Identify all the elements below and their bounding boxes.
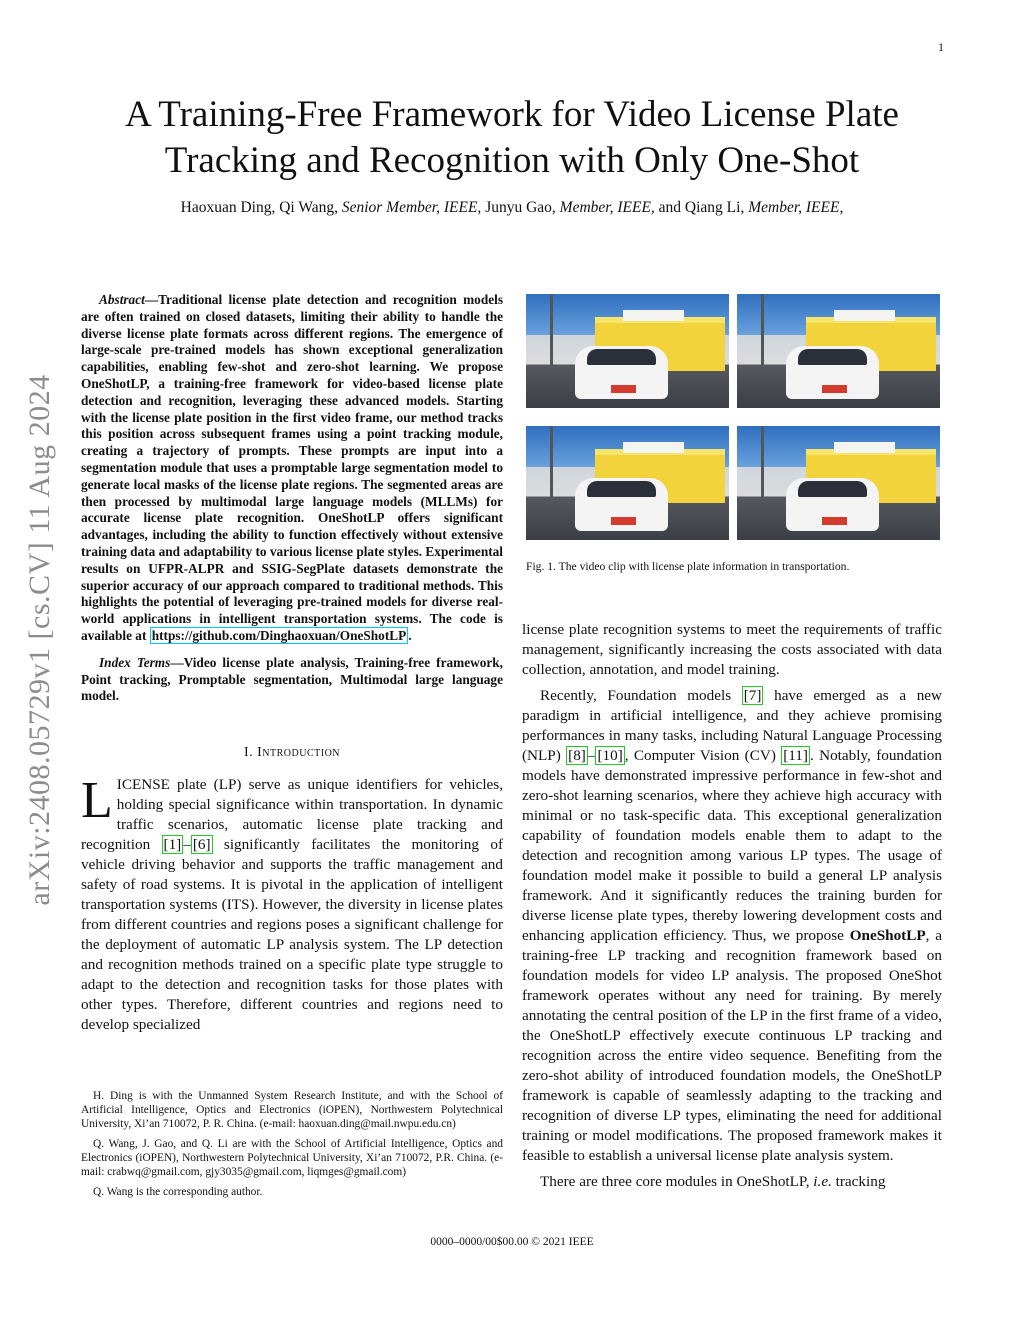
- title-line-1: A Training-Free Framework for Video License Plate: [125, 94, 899, 135]
- figure-1: [526, 294, 940, 574]
- citation-6[interactable]: [6]: [192, 836, 211, 854]
- citation-8[interactable]: [8]: [568, 747, 586, 764]
- index-terms-lead: Index Terms: [99, 654, 171, 670]
- index-terms: [81, 655, 503, 705]
- p3-text-b: tracking: [831, 1173, 886, 1190]
- footnote-1: H. Ding is with the Unmanned System Research Institute, and with the School of Artificial Intelligence, Optics and Electronics (iOPEN), Northwestern Polytechnical University, Xi’an 710072, P. R. China. (e-mail: haoxuan.ding@mail.nwpu.edu.cn): [81, 1090, 503, 1130]
- right-paragraph-2: [522, 686, 942, 1166]
- footnote-2: Q. Wang, J. Gao, and Q. Li are with the School of Artificial Intelligence, Optics and Electronics (iOPEN), Northwestern Polytechnical University, Xi’an 710072, P.R. China. (e-mail: crabwq@gmail.com, gjy3035@gmail.com, liqmges@gmail.com): [81, 1138, 503, 1178]
- author-1-role: Senior Member, IEEE,: [341, 199, 482, 216]
- p2-dash: –: [587, 747, 596, 764]
- citation-1[interactable]: [1]: [163, 836, 182, 854]
- intro-paragraph: [81, 772, 504, 1035]
- p3-ie: i.e.: [813, 1173, 832, 1190]
- figure-caption: Fig. 1. The video clip with license plate information in transportation.: [526, 560, 850, 573]
- author-3-role: Member, IEEE,: [748, 199, 844, 216]
- intro-text-1: ICENSE plate (LP) serve as unique identifiers for vehicles, holding special significance within transportation. In dynamic traffic scenarios, automatic license plate tracking and recognition: [81, 776, 503, 854]
- citation-11[interactable]: [11]: [783, 747, 808, 764]
- p2-text-c: , Computer Vision (CV): [624, 747, 782, 764]
- title-line-2: Tracking and Recognition with Only One-Shot: [164, 140, 860, 181]
- footnotes: [81, 1089, 503, 1205]
- citation-10[interactable]: [10]: [597, 747, 623, 764]
- video-frames: [526, 294, 940, 540]
- p2-text-b: have emerged as a new paradigm in artificial intelligence, and they achieve promising performances in many tasks, including Natural Language Processing (NLP): [522, 687, 942, 764]
- index-terms-text: —Video license plate analysis, Training-free framework, Point tracking, Promptable segmentation, Multimodal large language model.: [81, 654, 503, 704]
- footnote-3: Q. Wang is the corresponding author.: [93, 1186, 263, 1198]
- video-frame-2: [737, 294, 940, 408]
- oneshotlp-bold: OneShotLP: [849, 927, 926, 944]
- author-3: and Qiang Li,: [658, 199, 745, 216]
- section-heading: [81, 743, 503, 763]
- video-frame-1: [526, 294, 729, 408]
- abstract: [81, 292, 503, 645]
- abstract-end: .: [408, 627, 412, 643]
- p2-text-e: , a training-free LP tracking and recognition framework based on foundation models for video LP analysis. The proposed OneShot framework operates without any need for training. By merely annotating the central position of the LP in the first frame of a video, the OneShotLP effectively execute continuous LP tracking and recognition across the entire video sequence. Benefiting from the zero-shot ability of introduced foundation models, the OneShotLP framework is capable of seamlessly adapting to the tracking and recognition of diverse LP types, eliminating the need for additional training or model modifications. The proposed framework makes it feasible to establish a universal license plate analysis system.: [522, 927, 942, 1164]
- section-numeral: I.: [243, 745, 254, 761]
- citation-dash: –: [183, 836, 191, 854]
- intro-text-2: significantly facilitates the monitoring of vehicle driving behavior and supports the traffic management and safety of road systems. It is pivotal in the application of intelligent transportation systems (ITS). However, the diversity in license plates from different countries and regions poses a significant challenge for the deployment of automatic LP analysis system. The LP detection and recognition methods trained on a specific plate type struggle to adapt to the detection and recognition tasks for those plates with other types. Therefore, different countries and regions need to develop specialized: [81, 836, 504, 1034]
- citation-7[interactable]: [7]: [743, 687, 762, 704]
- right-paragraph-3: [522, 1172, 942, 1192]
- drop-cap: L: [81, 772, 113, 830]
- paper-title: [60, 92, 964, 184]
- p2-text-d: . Notably, foundation models have demonstrated impressive performance in few-shot and zero-shot learning scenarios, where they achieve high accuracy with minimal or no task-specific data. This exceptional generalization capability of foundation models enable them to adapt to the detection and recognition among various LP types. The usage of foundation model make it possible to build a general LP analysis framework. And it significantly reduces the training burden for diverse license plate types, thereby lowering development costs and enhancing application efficiency. Thus, we propose: [522, 747, 942, 944]
- author-1: Haoxuan Ding, Qi Wang,: [180, 199, 338, 216]
- code-link[interactable]: https://github.com/Dinghaoxuan/OneShotLP: [151, 627, 407, 643]
- section-name: Introduction: [257, 745, 341, 761]
- abstract-lead: Abstract: [99, 292, 145, 307]
- arxiv-identifier[interactable]: arXiv:2408.05729v1 [cs.CV] 11 Aug 2024: [23, 374, 56, 906]
- author-2-role: Member, IEEE,: [559, 199, 655, 216]
- left-column: [81, 292, 503, 1035]
- right-paragraph-1: license plate recognition systems to meet the requirements of traffic management, significantly increasing the costs associated with data collection, annotation, and model training.: [522, 621, 942, 678]
- page-number: 1: [938, 40, 944, 54]
- copyright-notice: 0000–0000/00$00.00 © 2021 IEEE: [430, 1236, 594, 1248]
- video-frame-3: [526, 426, 729, 540]
- author-list: [60, 199, 964, 217]
- video-frame-4: [737, 426, 940, 540]
- author-2: Junyu Gao,: [485, 199, 556, 216]
- p2-text-a: Recently, Foundation models: [540, 687, 742, 704]
- p3-text-a: There are three core modules in OneShotLP,: [540, 1173, 814, 1190]
- abstract-text: —Traditional license plate detection and recognition models are often trained on closed datasets, limiting their ability to handle the diverse license plate formats across different regions. The emergence of large-scale pre-trained models has shown exceptional generalization capabilities, enabling few-shot and zero-shot learning. We propose OneShotLP, a training-free framework for video-based license plate detection and recognition, leveraging these advanced models. Starting with the license plate position in the first video frame, our method tracks this position across subsequent frames using a point tracking module, creating a trajectory of prompts. These prompts are input into a segmentation module that uses a promptable large segmentation model to generate local masks of the license plate regions. The segmented areas are then processed by multimodal large language models (MLLMs) for accurate license plate recognition. OneShotLP offers significant advantages, including the ability to function effectively without extensive training data and adaptability to various license plate styles. Experimental results on UFPR-ALPR and SSIG-SegPlate datasets demonstrate the superior accuracy of our approach compared to traditional methods. This highlights the potential of leveraging pre-trained models for diverse real-world applications in intelligent transportation systems. The code is available at: [81, 292, 503, 643]
- right-column: [522, 620, 942, 1192]
